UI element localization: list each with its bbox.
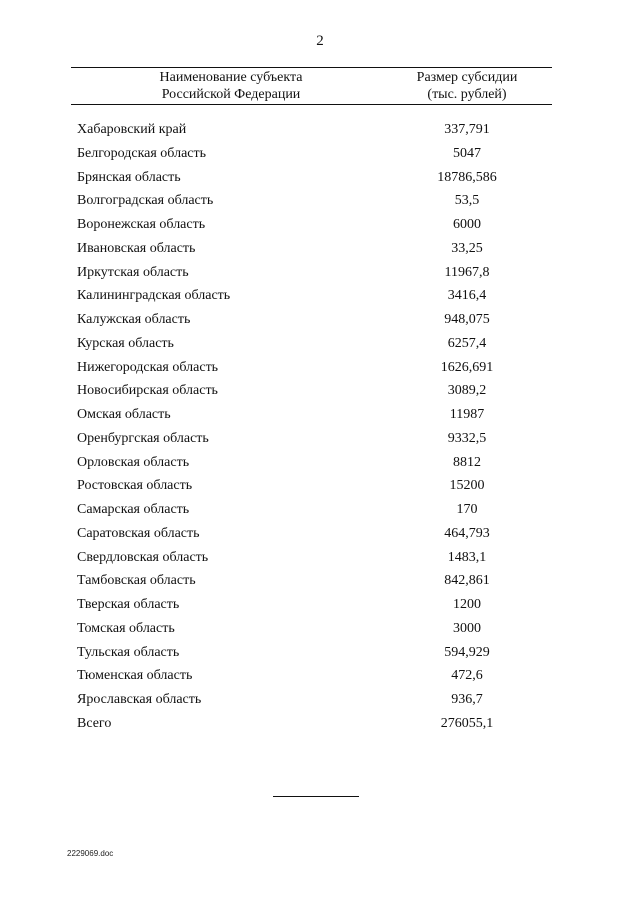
table-row <box>71 620 552 644</box>
subject-name-cell: Ростовская область <box>77 478 193 494</box>
subsidy-amount-cell: 53,5 <box>454 193 480 209</box>
subsidy-amount-cell: 18786,586 <box>437 169 497 185</box>
column-header-subject-line2: Российской Федерации <box>161 87 301 102</box>
table-row <box>71 596 552 620</box>
column-header-subject-line1: Наименование субъекта <box>159 70 303 85</box>
subject-name-cell: Белгородская область <box>77 145 207 161</box>
subject-name-cell: Брянская область <box>77 169 181 185</box>
subsidy-amount-cell: 8812 <box>453 454 481 470</box>
table-row <box>71 525 552 549</box>
subject-name-cell: Курская область <box>77 335 174 351</box>
subsidy-amount-cell: 337,791 <box>444 122 490 137</box>
subsidy-amount-cell: 3416,4 <box>447 288 487 304</box>
table-row <box>71 264 552 288</box>
subsidy-amount-cell: 1626,691 <box>440 359 494 375</box>
table-row <box>71 477 552 501</box>
table-row <box>71 667 552 691</box>
column-header-amount <box>387 69 547 103</box>
subject-name-cell: Калининградская область <box>77 288 231 304</box>
subsidy-amount-cell: 594,929 <box>444 644 490 660</box>
subsidy-amount-cell: 11967,8 <box>444 264 490 280</box>
subject-name-cell: Хабаровский край <box>77 122 187 137</box>
table-row <box>71 454 552 478</box>
column-header-subject <box>111 69 351 103</box>
table-row <box>71 691 552 715</box>
subject-name-cell: Ярославская область <box>77 692 202 707</box>
table-row <box>71 240 552 264</box>
subject-name-cell: Волгоградская область <box>77 193 214 209</box>
table-row <box>71 287 552 311</box>
table-row <box>71 169 552 193</box>
subsidy-amount-cell: 170 <box>456 502 478 517</box>
table-row <box>71 216 552 240</box>
subject-name-cell: Свердловская область <box>77 549 209 565</box>
table-row <box>71 359 552 383</box>
subsidy-amount-cell: 464,793 <box>444 525 490 541</box>
table-row <box>71 335 552 359</box>
subject-name-cell: Иркутская область <box>77 264 189 280</box>
table-row <box>71 145 552 169</box>
end-of-document-rule <box>273 796 359 797</box>
subsidy-amount-cell: 1200 <box>453 597 481 612</box>
table-row <box>71 192 552 216</box>
subsidy-amount-cell: 472,6 <box>451 668 483 684</box>
subject-name-cell: Воронежская область <box>77 217 206 232</box>
subsidy-amount-cell: 9332,5 <box>447 430 487 446</box>
subject-name-cell: Тверская область <box>77 597 180 612</box>
table-row <box>71 644 552 668</box>
subject-name-cell: Всего <box>77 715 112 731</box>
subject-name-cell: Омская область <box>77 407 171 422</box>
subject-name-cell: Тамбовская область <box>77 573 196 589</box>
table-body <box>71 121 552 739</box>
subsidy-amount-cell: 842,861 <box>444 573 490 589</box>
subsidy-amount-cell: 948,075 <box>444 312 490 327</box>
table-row <box>71 311 552 335</box>
column-header-amount-line2: (тыс. рублей) <box>427 87 507 102</box>
subsidy-amount-cell: 936,7 <box>451 692 483 707</box>
table-row <box>71 121 552 145</box>
column-header-amount-line1: Размер субсидии <box>416 70 518 85</box>
table-row-total <box>71 715 552 739</box>
subject-name-cell: Саратовская область <box>77 525 200 541</box>
subject-name-cell: Оренбургская область <box>77 430 209 446</box>
subsidy-amount-cell: 33,25 <box>451 240 483 256</box>
page-number: 2 <box>316 33 324 49</box>
subject-name-cell: Томская область <box>77 620 175 636</box>
table-row <box>71 501 552 525</box>
subject-name-cell: Ивановская область <box>77 240 196 256</box>
subject-name-cell: Новосибирская область <box>77 383 218 399</box>
subject-name-cell: Орловская область <box>77 454 190 470</box>
subsidy-amount-cell: 276055,1 <box>440 715 494 731</box>
subsidy-amount-cell: 5047 <box>453 145 481 161</box>
subject-name-cell: Самарская область <box>77 502 190 517</box>
table-row <box>71 572 552 596</box>
table-row <box>71 549 552 573</box>
subsidy-amount-cell: 3000 <box>453 620 481 636</box>
subject-name-cell: Тульская область <box>77 644 180 660</box>
subsidy-amount-cell: 6257,4 <box>447 335 487 351</box>
subject-name-cell: Тюменская область <box>77 668 193 684</box>
subsidy-amount-cell: 1483,1 <box>447 549 487 565</box>
table-row <box>71 406 552 430</box>
subsidy-amount-cell: 15200 <box>449 478 485 494</box>
subject-name-cell: Нижегородская область <box>77 359 219 375</box>
subsidy-amount-cell: 11987 <box>449 407 485 422</box>
table-top-rule <box>71 67 552 68</box>
subject-name-cell: Калужская область <box>77 312 191 327</box>
file-name-footer: 2229069.doc <box>67 849 114 858</box>
table-row <box>71 430 552 454</box>
table-header-rule <box>71 104 552 105</box>
subsidy-amount-cell: 3089,2 <box>447 383 487 399</box>
table-row <box>71 382 552 406</box>
subsidy-amount-cell: 6000 <box>453 217 481 232</box>
